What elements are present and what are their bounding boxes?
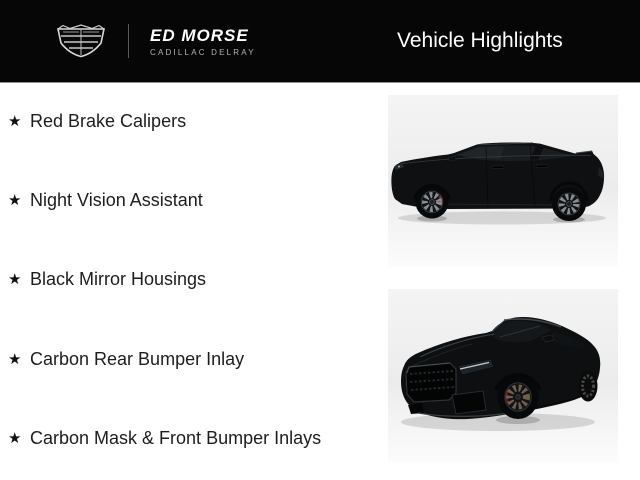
star-icon: ★ bbox=[8, 270, 22, 288]
feature-item bbox=[8, 350, 244, 369]
rear-wheel bbox=[552, 187, 586, 221]
star-icon: ★ bbox=[8, 350, 22, 368]
feature-label: Red Brake Calipers bbox=[30, 111, 187, 131]
feature-label: Carbon Mask & Front Bumper Inlays bbox=[30, 428, 322, 448]
dealer-name: ED MORSE bbox=[150, 26, 249, 45]
vehicle-photo-front[interactable] bbox=[388, 289, 618, 463]
brand-divider bbox=[128, 24, 129, 58]
page-title: Vehicle Highlights bbox=[397, 29, 563, 52]
feature-label: Carbon Rear Bumper Inlay bbox=[30, 349, 245, 369]
feature-label: Black Mirror Housings bbox=[30, 269, 207, 289]
star-icon: ★ bbox=[8, 191, 22, 209]
car-front-illustration bbox=[388, 289, 618, 463]
feature-label: Night Vision Assistant bbox=[30, 190, 203, 210]
feature-item bbox=[8, 112, 186, 131]
feature-item bbox=[8, 191, 203, 210]
car-side-illustration bbox=[388, 95, 618, 267]
star-icon: ★ bbox=[8, 112, 22, 130]
dealer-location: CADILLAC DELRAY bbox=[150, 48, 256, 57]
star-icon: ★ bbox=[8, 429, 22, 447]
header-bar bbox=[0, 0, 640, 83]
dealer-brand bbox=[150, 27, 256, 57]
feature-item bbox=[8, 270, 206, 289]
front-grille bbox=[406, 363, 456, 402]
feature-item bbox=[8, 429, 321, 448]
vehicle-photo-side[interactable] bbox=[388, 95, 618, 267]
cadillac-crest-icon bbox=[55, 24, 107, 58]
front-bumper-intake bbox=[452, 391, 486, 414]
